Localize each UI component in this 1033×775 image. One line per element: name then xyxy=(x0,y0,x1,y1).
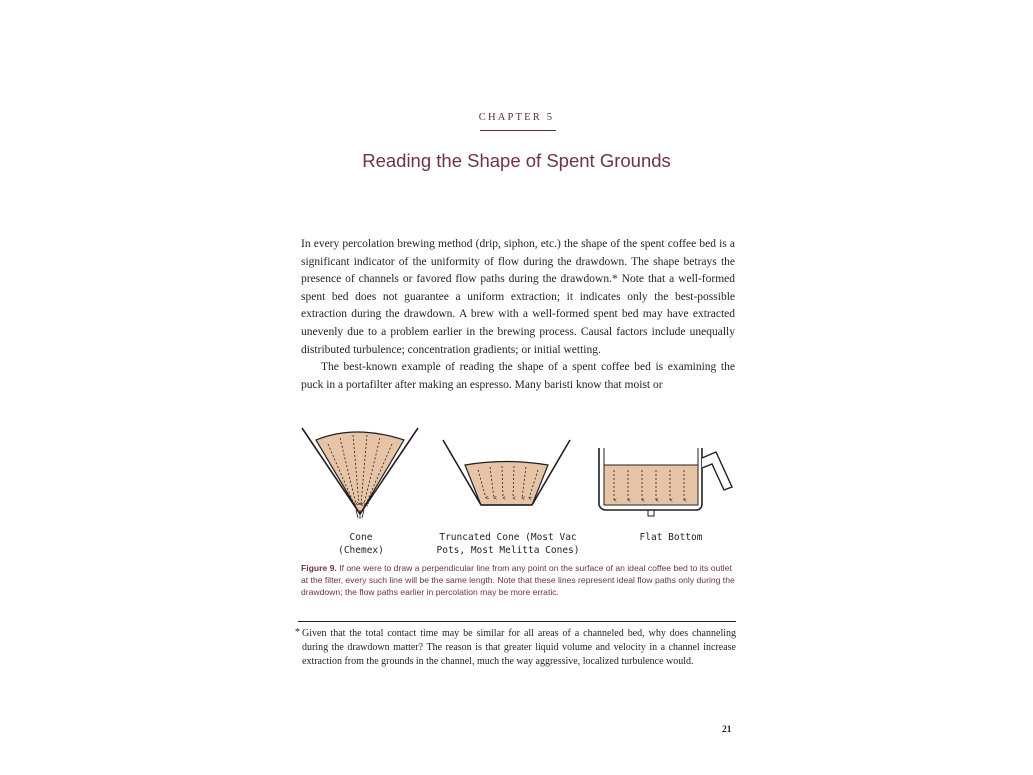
footnote-text: Given that the total contact time may be similar for all areas of a channeled bed, why does channeling during the drawdown matter? The reason is that greater liquid volume and velocity in a channel increase extraction from the grounds in the channel, much the way aggressive, localized turbulence would. xyxy=(302,628,736,668)
cone-coffee-bed xyxy=(316,432,404,514)
cone-caption xyxy=(318,531,404,557)
truncated-cone-diagram xyxy=(443,440,570,505)
page-number: 21 xyxy=(722,725,732,735)
truncated-caption-line1: Truncated Cone (Most Vac xyxy=(439,532,577,543)
flat-bottom-caption xyxy=(606,531,736,544)
cone-caption-line2: (Chemex) xyxy=(338,545,384,556)
chapter-label: CHAPTER 5 xyxy=(478,112,555,123)
figure-caption xyxy=(301,562,741,599)
truncated-caption-line2: Pots, Most Melitta Cones) xyxy=(436,545,580,556)
figure-caption-label: Figure 9. xyxy=(301,563,337,573)
figure-caption-text: If one were to draw a perpendicular line from any point on the surface of an ideal coffee bed to its outlet at the filter, every such line will be the same length. Note that these lines represent ideal flow paths only during the drawdown; the flow paths earlier in percolation may be more erratic. xyxy=(301,563,735,598)
chapter-rule xyxy=(480,130,556,131)
flat-bottom-diagram xyxy=(599,448,732,516)
flat-caption-line1: Flat Bottom xyxy=(639,532,703,543)
truncated-cone-caption xyxy=(428,531,588,557)
footnote-rule xyxy=(298,621,736,622)
page-title: Reading the Shape of Spent Grounds xyxy=(362,150,671,171)
paragraph-1: In every percolation brewing method (drip, siphon, etc.) the shape of the spent coffee bed is a significant indicator of the uniformity of flow during the drawdown. The shape betrays the presence of channels or favored flow paths during the drawdown.* Note that a well-formed spent bed does not guarantee a uniform extraction; it indicates only the best-possible extraction during the drawdown. A brew with a well-formed spent bed may have extracted unevenly due to a problem earlier in the brewing process. Causal factors include unequally distributed turbulence; concentration gradients; or initial wetting. xyxy=(301,238,735,356)
body-text xyxy=(301,236,735,394)
cone-diagram xyxy=(302,428,418,519)
flat-bottom-handle xyxy=(702,452,732,490)
paragraph-2: The best-known example of reading the shape of a spent coffee bed is examining the puck in a portafilter after making an espresso. Many baristi know that moist or xyxy=(301,361,735,391)
footnote-marker: * xyxy=(295,627,300,638)
cone-caption-line1: Cone xyxy=(349,532,373,543)
